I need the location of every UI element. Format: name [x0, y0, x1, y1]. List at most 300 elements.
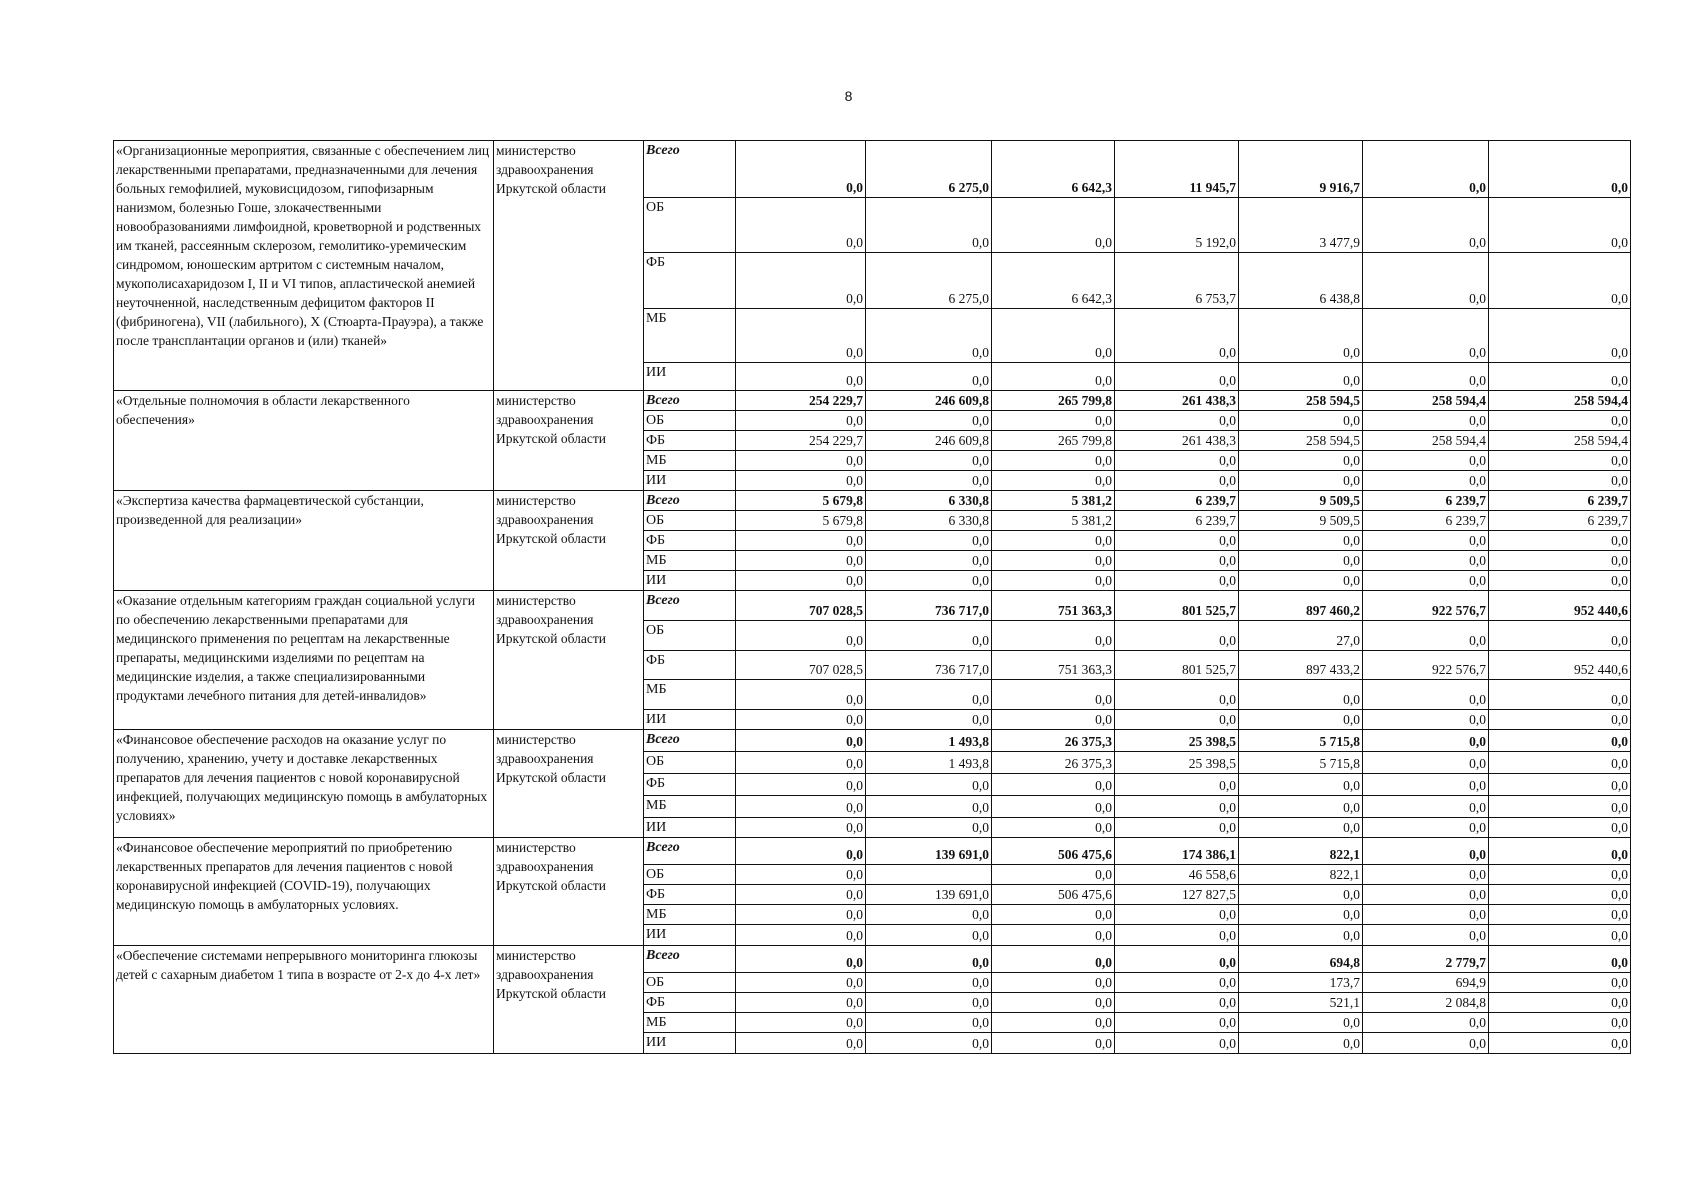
funding-source: Всего	[644, 391, 736, 411]
amount-cell: 5 715,8	[1239, 752, 1363, 774]
amount-cell: 0,0	[1115, 411, 1239, 431]
amount-cell: 0,0	[736, 752, 866, 774]
amount-cell: 0,0	[1115, 1033, 1239, 1054]
amount-cell: 952 440,6	[1489, 591, 1631, 621]
amount-cell: 0,0	[1239, 471, 1363, 491]
amount-cell: 0,0	[1363, 905, 1489, 925]
amount-cell: 0,0	[1115, 551, 1239, 571]
measure-name: «Оказание отдельным категориям граждан социальной услуги по обеспечению лекарственными препаратами для медицинского применения по рецептам на лекарственные препараты, медицинскими изделиями по рецептам на медицинские изделия, а также специализированными продуктами лечебного питания для детей-инвалидов»	[114, 591, 494, 730]
funding-source: Всего	[644, 141, 736, 198]
amount-cell: 26 375,3	[992, 752, 1115, 774]
amount-cell: 46 558,6	[1115, 865, 1239, 885]
funding-source: ОБ	[644, 198, 736, 253]
measure-name: «Финансовое обеспечение мероприятий по приобретению лекарственных препаратов для лечения пациентов с новой коронавирусной инфекцией (COVID-19), получающих медицинскую помощь в амбулаторных условиях.	[114, 838, 494, 946]
amount-cell: 173,7	[1239, 973, 1363, 993]
funding-source: МБ	[644, 309, 736, 363]
amount-cell: 0,0	[866, 363, 992, 391]
amount-cell: 0,0	[1363, 253, 1489, 309]
amount-cell: 0,0	[736, 551, 866, 571]
funding-source: ФБ	[644, 993, 736, 1013]
amount-cell: 0,0	[736, 451, 866, 471]
amount-cell: 0,0	[1239, 363, 1363, 391]
amount-cell: 0,0	[866, 818, 992, 838]
amount-cell: 0,0	[736, 796, 866, 818]
amount-cell: 0,0	[1363, 309, 1489, 363]
amount-cell: 0,0	[1489, 411, 1631, 431]
amount-cell: 0,0	[992, 865, 1115, 885]
amount-cell: 6 642,3	[992, 253, 1115, 309]
amount-cell: 897 460,2	[1239, 591, 1363, 621]
amount-cell: 0,0	[1115, 621, 1239, 651]
amount-cell: 0,0	[1239, 885, 1363, 905]
amount-cell: 0,0	[1363, 198, 1489, 253]
amount-cell: 0,0	[992, 571, 1115, 591]
amount-cell: 0,0	[1363, 471, 1489, 491]
amount-cell: 0,0	[1363, 796, 1489, 818]
amount-cell: 0,0	[1115, 993, 1239, 1013]
amount-cell: 0,0	[1363, 925, 1489, 946]
amount-cell: 6 239,7	[1115, 491, 1239, 511]
amount-cell: 0,0	[1239, 680, 1363, 710]
amount-cell: 26 375,3	[992, 730, 1115, 752]
amount-cell: 0,0	[736, 411, 866, 431]
executor: министерство здравоохранения Иркутской области	[494, 946, 644, 1054]
amount-cell: 707 028,5	[736, 591, 866, 621]
funding-source: Всего	[644, 946, 736, 973]
amount-cell: 0,0	[1115, 531, 1239, 551]
amount-cell: 25 398,5	[1115, 752, 1239, 774]
amount-cell: 0,0	[992, 198, 1115, 253]
amount-cell: 0,0	[1363, 571, 1489, 591]
amount-cell: 5 192,0	[1115, 198, 1239, 253]
amount-cell: 6 275,0	[866, 253, 992, 309]
amount-cell: 6 239,7	[1489, 491, 1631, 511]
amount-cell: 0,0	[866, 946, 992, 973]
amount-cell: 25 398,5	[1115, 730, 1239, 752]
amount-cell: 1 493,8	[866, 752, 992, 774]
amount-cell: 6 753,7	[1115, 253, 1239, 309]
amount-cell: 0,0	[992, 1033, 1115, 1054]
amount-cell: 0,0	[1489, 885, 1631, 905]
amount-cell: 258 594,4	[1489, 431, 1631, 451]
amount-cell: 0,0	[1115, 571, 1239, 591]
amount-cell: 0,0	[1489, 253, 1631, 309]
amount-cell: 0,0	[992, 905, 1115, 925]
amount-cell: 0,0	[1489, 838, 1631, 865]
amount-cell: 0,0	[1363, 680, 1489, 710]
amount-cell: 0,0	[736, 838, 866, 865]
amount-cell: 0,0	[1489, 730, 1631, 752]
amount-cell: 0,0	[1115, 471, 1239, 491]
amount-cell: 0,0	[992, 774, 1115, 796]
amount-cell: 265 799,8	[992, 431, 1115, 451]
amount-cell: 0,0	[1115, 925, 1239, 946]
amount-cell: 0,0	[1239, 571, 1363, 591]
amount-cell: 0,0	[1489, 531, 1631, 551]
amount-cell: 5 679,8	[736, 511, 866, 531]
funding-source: Всего	[644, 730, 736, 752]
amount-cell: 0,0	[1363, 730, 1489, 752]
amount-cell: 822,1	[1239, 838, 1363, 865]
funding-source: ФБ	[644, 431, 736, 451]
amount-cell: 0,0	[736, 865, 866, 885]
amount-cell: 0,0	[866, 531, 992, 551]
funding-source: Всего	[644, 491, 736, 511]
amount-cell: 0,0	[736, 710, 866, 730]
funding-source: ФБ	[644, 651, 736, 680]
funding-source: ИИ	[644, 571, 736, 591]
amount-cell: 258 594,5	[1239, 391, 1363, 411]
amount-cell: 5 679,8	[736, 491, 866, 511]
amount-cell: 254 229,7	[736, 431, 866, 451]
amount-cell: 0,0	[1489, 363, 1631, 391]
amount-cell: 0,0	[1239, 905, 1363, 925]
amount-cell: 174 386,1	[1115, 838, 1239, 865]
amount-cell: 0,0	[1363, 865, 1489, 885]
amount-cell: 0,0	[736, 905, 866, 925]
amount-cell: 2 084,8	[1363, 993, 1489, 1013]
amount-cell: 0,0	[866, 451, 992, 471]
amount-cell: 246 609,8	[866, 391, 992, 411]
table-row	[114, 591, 1631, 621]
funding-source: МБ	[644, 680, 736, 710]
amount-cell: 0,0	[1115, 973, 1239, 993]
amount-cell: 6 239,7	[1363, 491, 1489, 511]
amount-cell: 0,0	[1489, 1013, 1631, 1033]
amount-cell: 0,0	[736, 309, 866, 363]
table-row	[114, 838, 1631, 865]
table-row	[114, 391, 1631, 411]
amount-cell: 751 363,3	[992, 591, 1115, 621]
amount-cell: 0,0	[736, 198, 866, 253]
amount-cell: 0,0	[1363, 621, 1489, 651]
amount-cell: 0,0	[736, 571, 866, 591]
amount-cell: 0,0	[866, 905, 992, 925]
amount-cell: 0,0	[866, 551, 992, 571]
amount-cell: 0,0	[1239, 551, 1363, 571]
executor: министерство здравоохранения Иркутской области	[494, 391, 644, 491]
amount-cell: 0,0	[866, 710, 992, 730]
measure-name: «Обеспечение системами непрерывного мониторинга глюкозы детей с сахарным диабетом 1 типа в возрасте от 2-х до 4-х лет»	[114, 946, 494, 1054]
amount-cell: 6 275,0	[866, 141, 992, 198]
amount-cell: 0,0	[992, 796, 1115, 818]
amount-cell: 0,0	[1489, 471, 1631, 491]
amount-cell: 0,0	[992, 818, 1115, 838]
amount-cell: 0,0	[1363, 141, 1489, 198]
amount-cell: 0,0	[1363, 411, 1489, 431]
measure-name: «Организационные мероприятия, связанные с обеспечением лиц лекарственными препаратами, предназначенными для лечения больных гемофилией, муковисцидозом, гипофизарным нанизмом, болезнью Гоше, злокачественными новообразованиями лимфоидной, кроветворной и родственных им тканей, рассеянным склерозом, гемолитико-уремическим синдромом, юношеским артритом с системным началом, мукополисахаридозом I, II и VI типов, апластической анемией неуточненной, наследственным дефицитом факторов II (фибриногена), VII (лабильного), X (Стюарта-Прауэра), а также после трансплантации органов и (или) тканей»	[114, 141, 494, 391]
amount-cell: 0,0	[1363, 551, 1489, 571]
amount-cell: 5 381,2	[992, 511, 1115, 531]
amount-cell: 0,0	[1239, 531, 1363, 551]
amount-cell: 0,0	[1489, 925, 1631, 946]
amount-cell: 0,0	[736, 1033, 866, 1054]
amount-cell: 0,0	[736, 730, 866, 752]
amount-cell: 258 594,4	[1489, 391, 1631, 411]
amount-cell: 9 509,5	[1239, 511, 1363, 531]
amount-cell: 0,0	[1489, 198, 1631, 253]
amount-cell: 0,0	[866, 680, 992, 710]
funding-source: ИИ	[644, 818, 736, 838]
funding-source: ИИ	[644, 1033, 736, 1054]
amount-cell: 27,0	[1239, 621, 1363, 651]
executor: министерство здравоохранения Иркутской области	[494, 141, 644, 391]
table-row	[114, 946, 1631, 973]
amount-cell: 0,0	[736, 925, 866, 946]
amount-cell: 0,0	[1489, 865, 1631, 885]
amount-cell: 0,0	[736, 993, 866, 1013]
amount-cell: 0,0	[992, 451, 1115, 471]
amount-cell: 0,0	[1115, 946, 1239, 973]
amount-cell: 0,0	[866, 471, 992, 491]
amount-cell: 0,0	[1489, 796, 1631, 818]
amount-cell: 0,0	[1115, 451, 1239, 471]
amount-cell: 0,0	[736, 774, 866, 796]
amount-cell	[866, 865, 992, 885]
amount-cell: 0,0	[992, 1013, 1115, 1033]
amount-cell: 0,0	[1115, 1013, 1239, 1033]
amount-cell: 0,0	[1363, 1013, 1489, 1033]
amount-cell: 0,0	[1115, 796, 1239, 818]
executor: министерство здравоохранения Иркутской области	[494, 491, 644, 591]
amount-cell: 736 717,0	[866, 591, 992, 621]
funding-source: ОБ	[644, 621, 736, 651]
table-row	[114, 491, 1631, 511]
amount-cell: 0,0	[1363, 752, 1489, 774]
amount-cell: 0,0	[1239, 796, 1363, 818]
amount-cell: 0,0	[1363, 531, 1489, 551]
amount-cell: 0,0	[1115, 905, 1239, 925]
amount-cell: 0,0	[1489, 905, 1631, 925]
amount-cell: 261 438,3	[1115, 391, 1239, 411]
amount-cell: 0,0	[1363, 363, 1489, 391]
amount-cell: 139 691,0	[866, 838, 992, 865]
amount-cell: 0,0	[736, 363, 866, 391]
funding-source: Всего	[644, 838, 736, 865]
amount-cell: 0,0	[1489, 571, 1631, 591]
amount-cell: 0,0	[1489, 1033, 1631, 1054]
amount-cell: 258 594,4	[1363, 431, 1489, 451]
amount-cell: 0,0	[1239, 774, 1363, 796]
funding-source: МБ	[644, 796, 736, 818]
amount-cell: 0,0	[1363, 710, 1489, 730]
amount-cell: 0,0	[736, 531, 866, 551]
amount-cell: 801 525,7	[1115, 591, 1239, 621]
amount-cell: 0,0	[992, 946, 1115, 973]
amount-cell: 0,0	[1489, 621, 1631, 651]
amount-cell: 521,1	[1239, 993, 1363, 1013]
funding-source: ОБ	[644, 511, 736, 531]
amount-cell: 0,0	[1239, 309, 1363, 363]
amount-cell: 0,0	[866, 796, 992, 818]
amount-cell: 0,0	[1489, 141, 1631, 198]
amount-cell: 0,0	[736, 141, 866, 198]
funding-source: ОБ	[644, 752, 736, 774]
amount-cell: 0,0	[736, 253, 866, 309]
amount-cell: 0,0	[1363, 451, 1489, 471]
funding-source: ФБ	[644, 885, 736, 905]
amount-cell: 0,0	[1239, 1013, 1363, 1033]
amount-cell: 736 717,0	[866, 651, 992, 680]
funding-source: МБ	[644, 551, 736, 571]
page-number: 8	[844, 88, 853, 104]
amount-cell: 0,0	[1489, 309, 1631, 363]
amount-cell: 0,0	[992, 531, 1115, 551]
funding-source: МБ	[644, 451, 736, 471]
amount-cell: 0,0	[992, 309, 1115, 363]
funding-source: ИИ	[644, 363, 736, 391]
amount-cell: 0,0	[1363, 818, 1489, 838]
amount-cell: 0,0	[992, 973, 1115, 993]
amount-cell: 0,0	[1489, 818, 1631, 838]
amount-cell: 0,0	[866, 309, 992, 363]
measure-name: «Отдельные полномочия в области лекарственного обеспечения»	[114, 391, 494, 491]
amount-cell: 751 363,3	[992, 651, 1115, 680]
funding-source: ОБ	[644, 411, 736, 431]
amount-cell: 0,0	[1363, 838, 1489, 865]
amount-cell: 127 827,5	[1115, 885, 1239, 905]
amount-cell: 694,8	[1239, 946, 1363, 973]
amount-cell: 0,0	[736, 946, 866, 973]
funding-source: МБ	[644, 1013, 736, 1033]
amount-cell: 0,0	[1489, 710, 1631, 730]
amount-cell: 0,0	[736, 621, 866, 651]
amount-cell: 0,0	[992, 710, 1115, 730]
amount-cell: 0,0	[1115, 309, 1239, 363]
amount-cell: 258 594,5	[1239, 431, 1363, 451]
amount-cell: 254 229,7	[736, 391, 866, 411]
amount-cell: 0,0	[866, 925, 992, 946]
amount-cell: 0,0	[866, 1013, 992, 1033]
table-row	[114, 141, 1631, 198]
amount-cell: 1 493,8	[866, 730, 992, 752]
amount-cell: 0,0	[1115, 710, 1239, 730]
amount-cell: 6 330,8	[866, 511, 992, 531]
amount-cell: 0,0	[866, 973, 992, 993]
executor: министерство здравоохранения Иркутской области	[494, 591, 644, 730]
amount-cell: 0,0	[992, 621, 1115, 651]
amount-cell: 506 475,6	[992, 885, 1115, 905]
amount-cell: 0,0	[992, 551, 1115, 571]
amount-cell: 6 239,7	[1363, 511, 1489, 531]
funding-source: ИИ	[644, 710, 736, 730]
amount-cell: 6 239,7	[1115, 511, 1239, 531]
amount-cell: 0,0	[992, 925, 1115, 946]
amount-cell: 0,0	[1239, 411, 1363, 431]
amount-cell: 0,0	[1489, 993, 1631, 1013]
amount-cell: 822,1	[1239, 865, 1363, 885]
amount-cell: 258 594,4	[1363, 391, 1489, 411]
amount-cell: 6 642,3	[992, 141, 1115, 198]
measure-name: «Финансовое обеспечение расходов на оказание услуг по получению, хранению, учету и доставке лекарственных препаратов для лечения пациентов с новой коронавирусной инфекцией, получающих медицинскую помощь в амбулаторных условиях»	[114, 730, 494, 838]
amount-cell: 0,0	[992, 680, 1115, 710]
table-row	[114, 730, 1631, 752]
executor: министерство здравоохранения Иркутской области	[494, 838, 644, 946]
amount-cell: 0,0	[866, 993, 992, 1013]
amount-cell: 0,0	[736, 818, 866, 838]
measure-name: «Экспертиза качества фармацевтической субстанции, произведенной для реализации»	[114, 491, 494, 591]
executor: министерство здравоохранения Иркутской области	[494, 730, 644, 838]
funding-source: Всего	[644, 591, 736, 621]
amount-cell: 0,0	[1489, 946, 1631, 973]
amount-cell: 0,0	[1239, 710, 1363, 730]
funding-source: ИИ	[644, 925, 736, 946]
amount-cell: 0,0	[1115, 818, 1239, 838]
amount-cell: 0,0	[992, 411, 1115, 431]
amount-cell: 265 799,8	[992, 391, 1115, 411]
amount-cell: 6 239,7	[1489, 511, 1631, 531]
amount-cell: 2 779,7	[1363, 946, 1489, 973]
amount-cell: 0,0	[1115, 680, 1239, 710]
amount-cell: 9 916,7	[1239, 141, 1363, 198]
amount-cell: 0,0	[1489, 551, 1631, 571]
amount-cell: 0,0	[866, 411, 992, 431]
amount-cell: 0,0	[736, 885, 866, 905]
funding-source: ОБ	[644, 865, 736, 885]
amount-cell: 139 691,0	[866, 885, 992, 905]
budget-table	[113, 140, 1631, 1054]
amount-cell: 0,0	[866, 571, 992, 591]
amount-cell: 0,0	[1239, 451, 1363, 471]
amount-cell: 0,0	[736, 973, 866, 993]
amount-cell: 0,0	[1363, 885, 1489, 905]
amount-cell: 0,0	[1239, 925, 1363, 946]
funding-source: ФБ	[644, 531, 736, 551]
amount-cell: 0,0	[992, 993, 1115, 1013]
amount-cell: 801 525,7	[1115, 651, 1239, 680]
amount-cell: 6 330,8	[866, 491, 992, 511]
amount-cell: 3 477,9	[1239, 198, 1363, 253]
amount-cell: 5 715,8	[1239, 730, 1363, 752]
amount-cell: 897 433,2	[1239, 651, 1363, 680]
amount-cell: 0,0	[1115, 363, 1239, 391]
amount-cell: 0,0	[1489, 752, 1631, 774]
amount-cell: 246 609,8	[866, 431, 992, 451]
amount-cell: 0,0	[1363, 1033, 1489, 1054]
amount-cell: 0,0	[992, 471, 1115, 491]
amount-cell: 0,0	[866, 1033, 992, 1054]
amount-cell: 0,0	[1115, 774, 1239, 796]
amount-cell: 0,0	[1489, 451, 1631, 471]
amount-cell: 0,0	[866, 621, 992, 651]
funding-source: ИИ	[644, 471, 736, 491]
amount-cell: 0,0	[736, 680, 866, 710]
funding-source: МБ	[644, 905, 736, 925]
amount-cell: 0,0	[1489, 973, 1631, 993]
amount-cell: 5 381,2	[992, 491, 1115, 511]
amount-cell: 6 438,8	[1239, 253, 1363, 309]
amount-cell: 261 438,3	[1115, 431, 1239, 451]
amount-cell: 922 576,7	[1363, 651, 1489, 680]
amount-cell: 0,0	[992, 363, 1115, 391]
amount-cell: 952 440,6	[1489, 651, 1631, 680]
amount-cell: 0,0	[1239, 818, 1363, 838]
amount-cell: 11 945,7	[1115, 141, 1239, 198]
funding-source: ФБ	[644, 253, 736, 309]
amount-cell: 0,0	[866, 198, 992, 253]
funding-source: ОБ	[644, 973, 736, 993]
amount-cell: 0,0	[1489, 680, 1631, 710]
funding-source: ФБ	[644, 774, 736, 796]
amount-cell: 0,0	[1239, 1033, 1363, 1054]
amount-cell: 9 509,5	[1239, 491, 1363, 511]
amount-cell: 0,0	[866, 774, 992, 796]
amount-cell: 0,0	[736, 1013, 866, 1033]
amount-cell: 0,0	[736, 471, 866, 491]
amount-cell: 707 028,5	[736, 651, 866, 680]
amount-cell: 694,9	[1363, 973, 1489, 993]
amount-cell: 922 576,7	[1363, 591, 1489, 621]
